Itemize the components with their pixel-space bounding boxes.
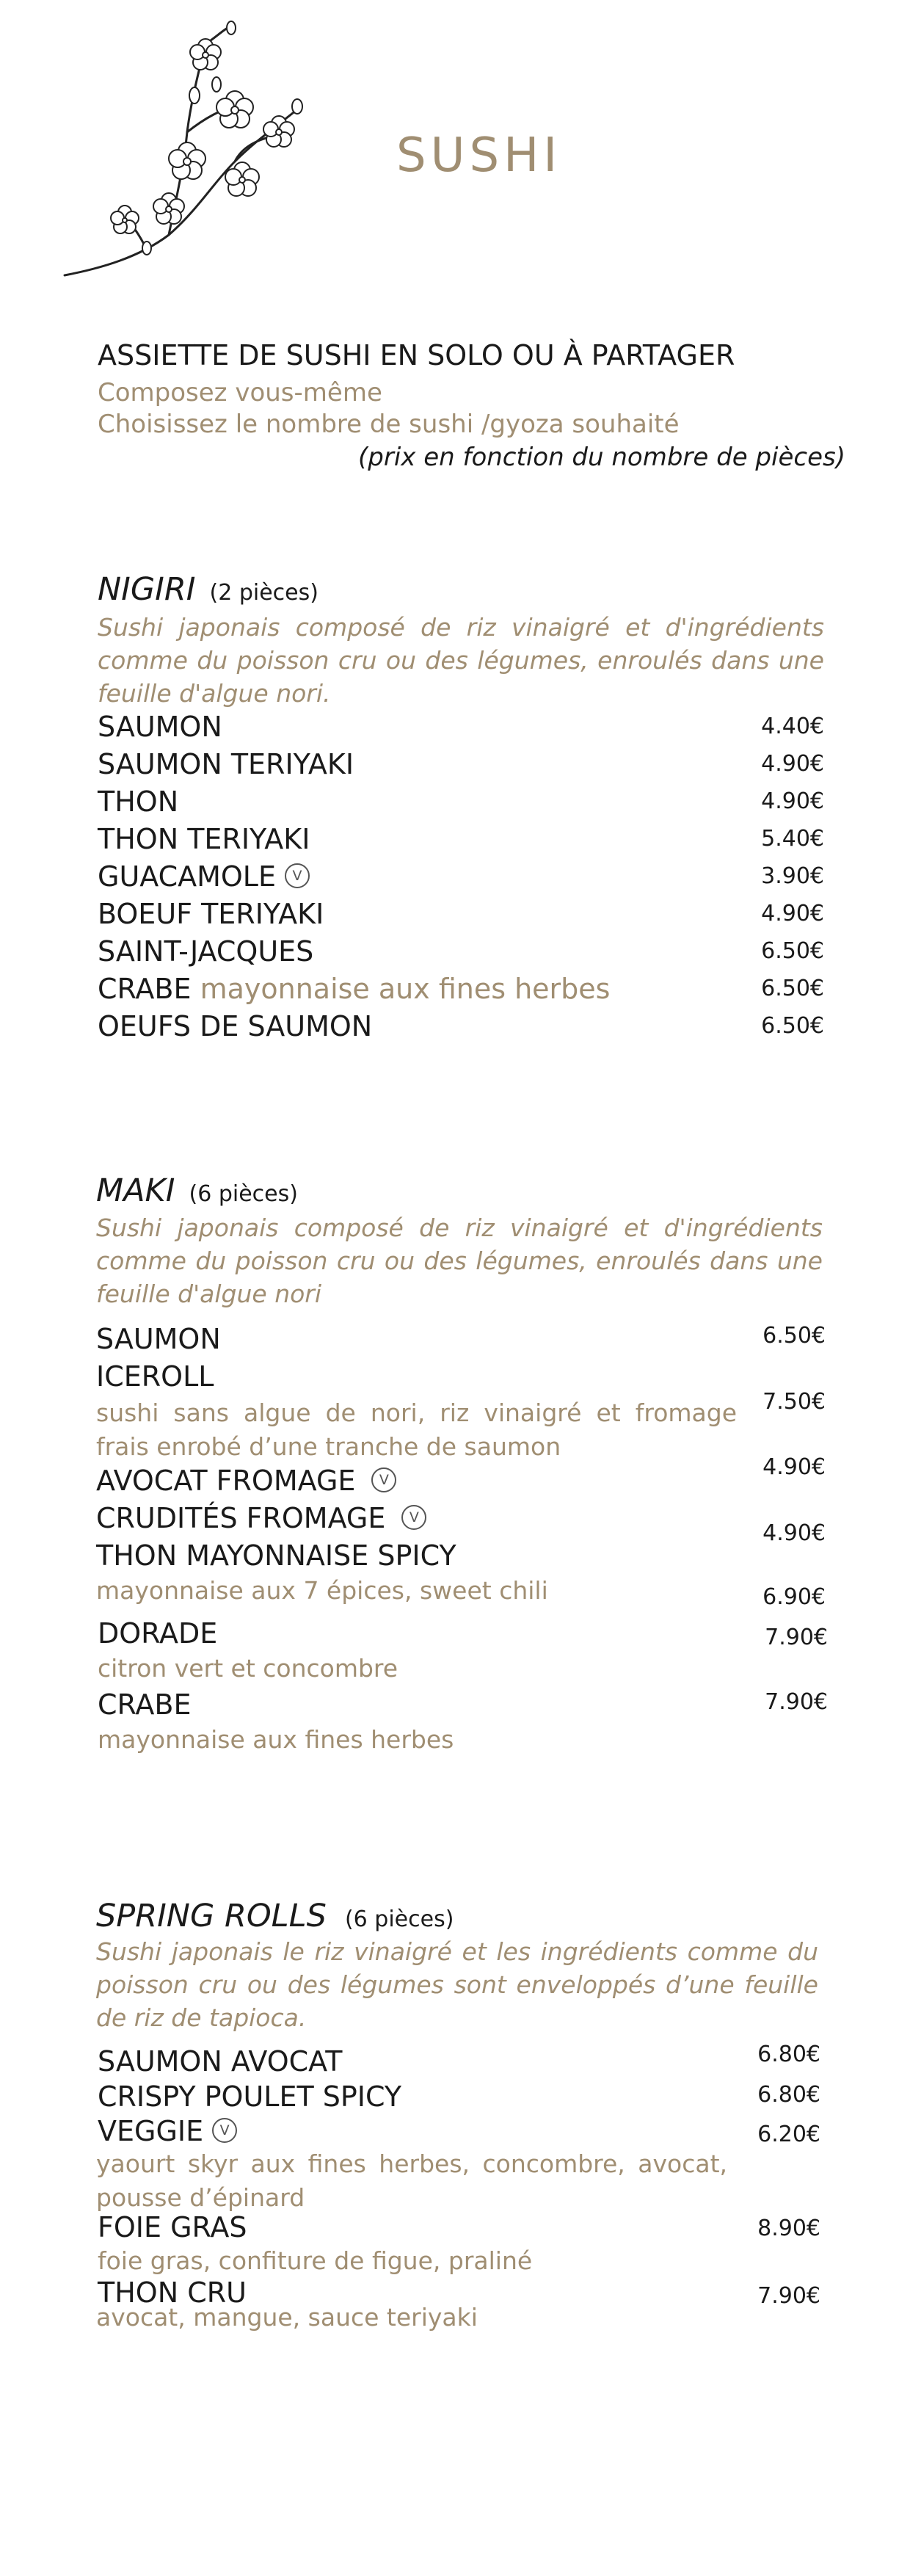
nigiri-item-thon: THON [98,786,179,818]
spring-rolls-price-foie-gras: 8.90€ [757,2216,820,2241]
spring-rolls-item-foie-gras: FOIE GRAS [98,2211,247,2243]
maki-price-saumon: 6.50€ [762,1323,826,1349]
intro-line-1: Composez vous-même [98,378,382,407]
spring-rolls-description: Sushi japonais le riz vinaigré et les ingrédients comme du poisson cru ou des légumes sont enveloppés d’une feuille de riz de tapioca. [96,1937,818,2032]
spring-rolls-item-veggie: VEGGIE V [98,2115,237,2147]
nigiri-item-crabe: CRABE mayonnaise aux fines herbes [98,973,611,1005]
spring-rolls-foie-gras-desc: foie gras, confiture de figue, praliné [98,2246,533,2275]
maki-price-iceroll: 7.50€ [762,1389,826,1415]
maki-item-iceroll: ICEROLL [96,1360,214,1393]
maki-header [96,1172,298,1209]
maki-item-thon-mayonnaise-spicy: THON MAYONNAISE SPICY [96,1539,456,1572]
maki-price-dorade: 7.90€ [765,1625,828,1650]
maki-item-dorade: DORADE [98,1617,218,1650]
vegetarian-icon: V [371,1467,396,1492]
spring-rolls-price-thon-cru: 7.90€ [757,2283,820,2309]
nigiri-item-boeuf-teriyaki: BOEUF TERIYAKI [98,898,324,930]
maki-description: Sushi japonais composé de riz vinaigré et d'ingrédients comme du poisson cru ou des légumes, enroulés dans une feuille d'algue nori [96,1213,823,1308]
maki-price-crabe: 7.90€ [765,1689,828,1715]
vegetarian-icon: V [401,1505,426,1530]
maki-item-saumon: SAUMON [96,1323,221,1355]
maki-price-crudites-fromage: 4.90€ [762,1520,826,1546]
nigiri-crabe-extra: mayonnaise aux fines herbes [200,973,611,1005]
spring-rolls-title: SPRING ROLLS [96,1898,327,1934]
nigiri-price-crabe: 6.50€ [761,976,824,1001]
nigiri-item-guacamole: GUACAMOLE V [98,860,310,893]
maki-thon-mayonnaise-spicy-desc: mayonnaise aux 7 épices, sweet chili [96,1576,548,1605]
maki-item-crabe: CRABE [98,1688,192,1721]
intro-price-note: (prix en fonction du nombre de pièces) [358,443,845,472]
nigiri-item-oeufs-de-saumon: OEUFS DE SAUMON [98,1010,373,1042]
vegetarian-icon: V [285,863,310,888]
spring-rolls-item-saumon-avocat: SAUMON AVOCAT [98,2045,343,2078]
spring-rolls-item-thon-cru: THON CRU [98,2276,247,2309]
nigiri-description: Sushi japonais composé de riz vinaigré et d'ingrédients comme du poisson cru ou des légumes, enroulés dans une feuille d'algue nori. [98,613,824,708]
maki-crabe-desc: mayonnaise aux fines herbes [98,1725,454,1754]
spring-rolls-count: (6 pièces) [344,1906,454,1932]
spring-rolls-price-crispy-poulet-spicy: 6.80€ [757,2082,820,2108]
nigiri-count: (2 pièces) [209,580,318,606]
maki-price-thon-mayonnaise-spicy: 6.90€ [762,1584,826,1610]
spring-rolls-price-veggie: 6.20€ [757,2122,820,2147]
intro-line-2: Choisissez le nombre de sushi /gyoza souhaité [98,410,680,439]
spring-rolls-price-saumon-avocat: 6.80€ [757,2042,820,2067]
maki-title: MAKI [96,1172,175,1209]
nigiri-item-thon-teriyaki: THON TERIYAKI [98,823,310,855]
maki-item-avocat-fromage: AVOCAT FROMAGE V [96,1465,396,1497]
spring-rolls-thon-cru-desc: avocat, mangue, sauce teriyaki [96,2303,478,2332]
cherry-blossom-illustration [59,15,308,301]
nigiri-price-saumon: 4.40€ [761,714,824,739]
nigiri-title: NIGIRI [98,571,196,608]
nigiri-item-saumon-teriyaki: SAUMON TERIYAKI [98,748,354,780]
nigiri-item-saumon: SAUMON [98,711,222,743]
nigiri-price-thon-teriyaki: 5.40€ [761,826,824,852]
nigiri-price-saint-jacques: 6.50€ [761,938,824,964]
nigiri-header [98,571,318,608]
maki-iceroll-desc: sushi sans algue de nori, riz vinaigré et fromage frais enrobé d’une tranche de saumon [96,1398,737,1461]
nigiri-price-saumon-teriyaki: 4.90€ [761,751,824,777]
page-title: SUSHI [396,128,562,183]
nigiri-price-guacamole: 3.90€ [761,863,824,889]
maki-dorade-desc: citron vert et concombre [98,1654,398,1683]
spring-rolls-veggie-desc: yaourt skyr aux fines herbes, concombre, avocat, pousse d’épinard [96,2149,727,2212]
maki-price-avocat-fromage: 4.90€ [762,1454,826,1480]
spring-rolls-item-crispy-poulet-spicy: CRISPY POULET SPICY [98,2080,402,2113]
nigiri-price-thon: 4.90€ [761,788,824,814]
intro-heading: ASSIETTE DE SUSHI EN SOLO OU À PARTAGER [98,339,735,371]
maki-item-crudites-fromage: CRUDITÉS FROMAGE V [96,1502,426,1534]
spring-rolls-header [96,1898,454,1934]
nigiri-price-boeuf-teriyaki: 4.90€ [761,901,824,926]
vegetarian-icon: V [212,2118,237,2143]
nigiri-item-saint-jacques: SAINT-JACQUES [98,935,314,968]
maki-count: (6 pièces) [189,1181,298,1207]
nigiri-price-oeufs-de-saumon: 6.50€ [761,1013,824,1039]
